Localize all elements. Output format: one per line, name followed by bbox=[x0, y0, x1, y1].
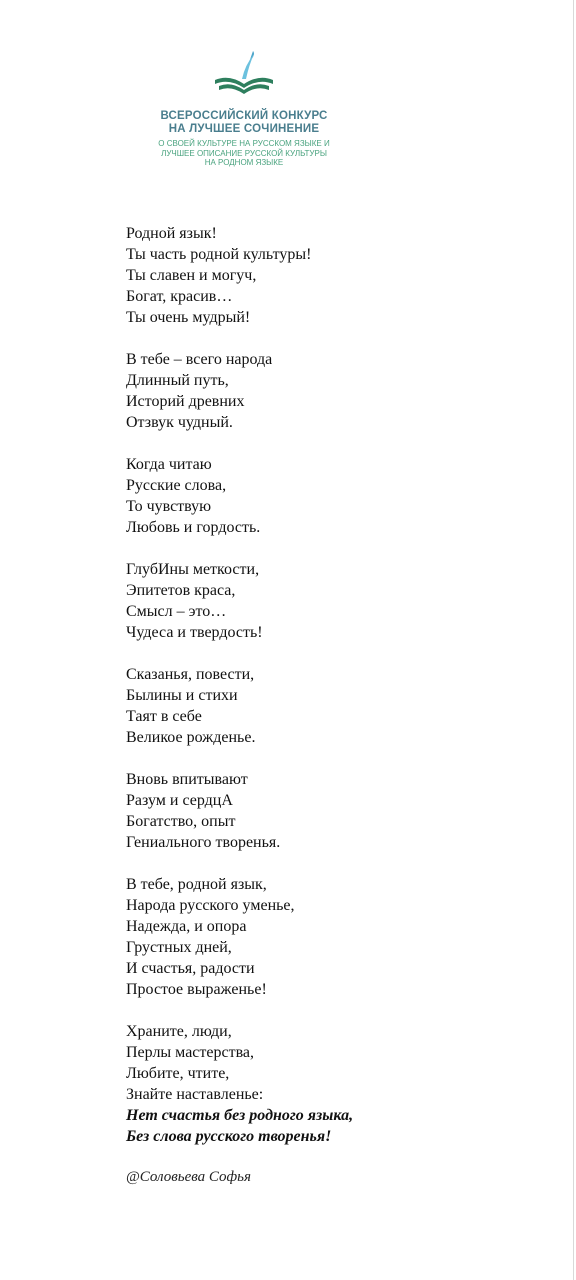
poem-line: ГлубИны меткости, bbox=[126, 561, 260, 578]
poem-line: Гениального творенья. bbox=[126, 834, 281, 851]
author-signature: @Соловьева Софья bbox=[126, 1169, 251, 1185]
poem-line: Разум и сердцА bbox=[126, 792, 233, 809]
poem-line: Ты очень мудрый! bbox=[126, 309, 251, 326]
poem-line: Ты славен и могуч, bbox=[126, 267, 257, 284]
poem-line: Народа русского уменье, bbox=[126, 897, 295, 914]
poem-line: То чувствую bbox=[126, 498, 212, 515]
poem-line: Родной язык! bbox=[126, 225, 217, 242]
poem-line: Любовь и гордость. bbox=[126, 519, 261, 536]
poem-stanza bbox=[126, 664, 546, 748]
poem-line: Сказанья, повести, bbox=[126, 666, 255, 683]
poem-stanza bbox=[126, 454, 546, 538]
poem-stanza bbox=[126, 769, 546, 853]
poem-line-emphasis: Нет счастья без родного языка, bbox=[126, 1107, 354, 1124]
poem-line: Храните, люди, bbox=[126, 1023, 232, 1040]
poem-line: Смысл – это… bbox=[126, 603, 227, 620]
poem-line: Былины и стихи bbox=[126, 687, 238, 704]
poem-stanza bbox=[126, 1021, 546, 1147]
poem-line: Грустных дней, bbox=[126, 939, 232, 956]
poem-line: В тебе – всего народа bbox=[126, 351, 273, 368]
poem-line: Ты часть родной культуры! bbox=[126, 246, 312, 263]
poem-stanza bbox=[126, 559, 546, 643]
poem bbox=[126, 223, 546, 1168]
poem-line: Русские слова, bbox=[126, 477, 227, 494]
poem-line: Эпитетов краса, bbox=[126, 582, 236, 599]
logo-subtitle-line1: О СВОЕЙ КУЛЬТУРЕ НА РУССКОМ ЯЗЫКЕ И bbox=[158, 139, 330, 148]
poem-line: Чудеса и твердость! bbox=[126, 624, 263, 641]
poem-line: Простое выраженье! bbox=[126, 981, 267, 998]
poem-line: Великое рожденье. bbox=[126, 729, 256, 746]
poem-line-emphasis: Без слова русского творенья! bbox=[126, 1128, 332, 1145]
logo-subtitle-line3: НА РОДНОМ ЯЗЫКЕ bbox=[204, 158, 284, 167]
poem-line: Любите, чтите, bbox=[126, 1065, 230, 1082]
poem-line: Когда читаю bbox=[126, 456, 212, 473]
logo-title-line1: ВСЕРОССИЙСКИЙ КОНКУРС bbox=[160, 110, 328, 122]
poem-line: Надежда, и опора bbox=[126, 918, 247, 935]
logo-title-line2: НА ЛУЧШЕЕ СОЧИНЕНИЕ bbox=[168, 123, 320, 135]
poem-line: В тебе, родной язык, bbox=[126, 876, 267, 893]
poem-line: Богат, красив… bbox=[126, 288, 233, 305]
poem-line: Длинный путь, bbox=[126, 372, 229, 389]
poem-line: Отзвук чудный. bbox=[126, 414, 233, 431]
poem-line: Таят в себе bbox=[126, 708, 202, 725]
poem-line: И счастья, радости bbox=[126, 960, 255, 977]
poem-line: Историй древних bbox=[126, 393, 245, 410]
poem-stanza bbox=[126, 874, 546, 1000]
contest-logo bbox=[0, 48, 488, 168]
poem-line: Перлы мастерства, bbox=[126, 1044, 255, 1061]
poem-line: Знайте наставленье: bbox=[126, 1086, 264, 1103]
logo-subtitle-line2: ЛУЧШЕЕ ОПИСАНИЕ РУССКОЙ КУЛЬТУРЫ bbox=[161, 148, 327, 158]
page-edge-line bbox=[573, 0, 574, 1280]
poem-line: Вновь впитывают bbox=[126, 771, 248, 788]
poem-line: Богатство, опыт bbox=[126, 813, 236, 830]
poem-stanza bbox=[126, 223, 546, 328]
book-with-quill-icon bbox=[209, 48, 279, 98]
poem-stanza bbox=[126, 349, 546, 433]
